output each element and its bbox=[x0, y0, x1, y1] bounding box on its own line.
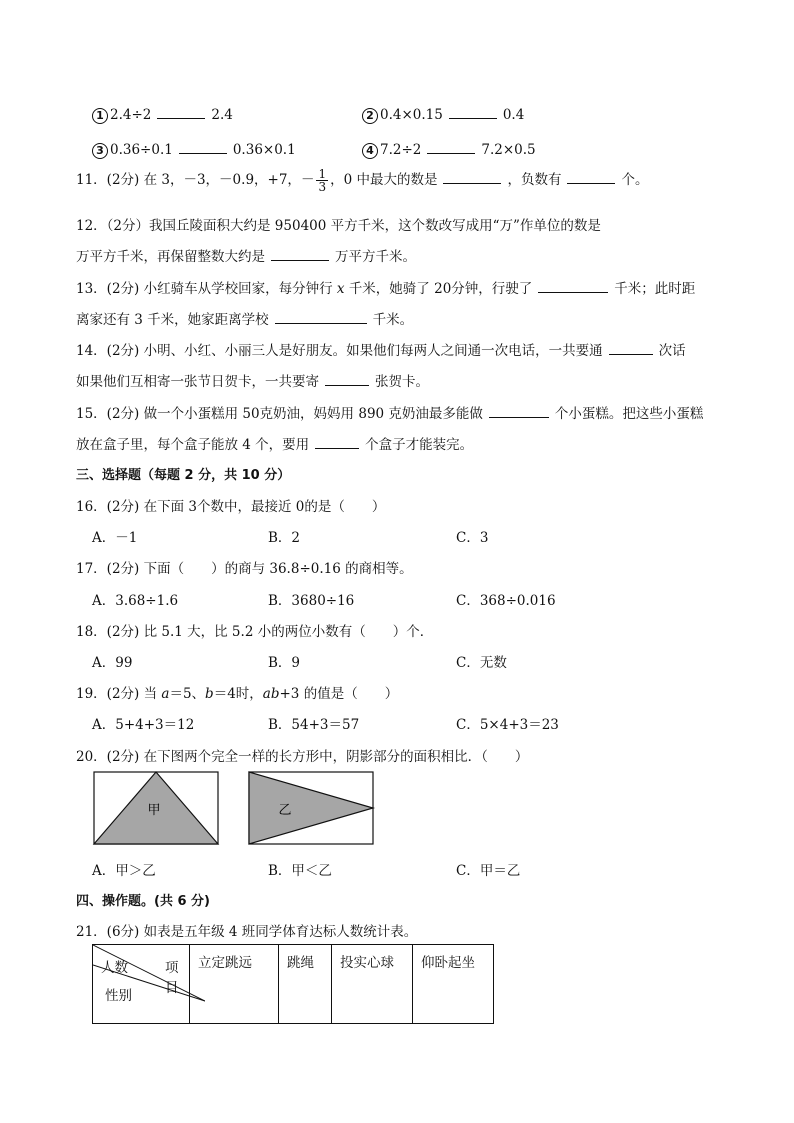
question-15-line-2: 放在盒子里，每个盒子能放 4 个，要用 个盒子才能装完。 bbox=[76, 433, 473, 453]
option-b[interactable]: B．9 bbox=[268, 655, 301, 671]
option-b[interactable]: B．3680÷16 bbox=[268, 593, 355, 609]
question-19-stem: 19．(2分) 当 a＝5、b＝4时，ab+3 的值是（ ） bbox=[76, 686, 399, 702]
question-12-line-1: 12．（2分）我国丘陵面积大约是 950400 平方千米，这个数改写成用“万”作单位的数是 bbox=[76, 218, 601, 234]
answer-blank[interactable] bbox=[538, 278, 608, 293]
answer-blank[interactable] bbox=[157, 104, 205, 119]
answer-blank[interactable] bbox=[179, 139, 227, 154]
question-21-stem: 21．(6分) 如表是五年级 4 班同学体育达标人数统计表。 bbox=[76, 924, 418, 940]
rectangle-figure-yi bbox=[247, 770, 377, 846]
option-c[interactable]: C．368÷0.016 bbox=[456, 593, 556, 609]
rectangle-figure-jia bbox=[92, 770, 222, 846]
answer-blank[interactable] bbox=[449, 104, 497, 119]
answer-blank[interactable] bbox=[275, 309, 367, 324]
section-heading: 四、操作题。(共 6 分) bbox=[76, 894, 210, 909]
figure-label-jia: 甲 bbox=[147, 803, 161, 818]
q10-part-4-left: 7.2÷2 bbox=[380, 142, 422, 158]
answer-blank[interactable] bbox=[567, 169, 615, 184]
answer-blank[interactable] bbox=[325, 371, 369, 386]
option-c[interactable]: C．无数 bbox=[456, 655, 507, 671]
section-heading: 三、选择题（每题 2 分，共 10 分） bbox=[76, 468, 291, 483]
question-17-stem: 17．(2分) 下面（ ）的商与 36.8÷0.16 的商相等。 bbox=[76, 561, 413, 577]
option-a[interactable]: A．－1 bbox=[92, 530, 138, 546]
option-b[interactable]: B．2 bbox=[268, 530, 301, 546]
question-16-stem: 16．(2分) 在下面 3个数中，最接近 0的是（ ） bbox=[76, 499, 386, 515]
option-b[interactable]: B．甲＜乙 bbox=[268, 863, 332, 879]
circled-number: 1 bbox=[92, 108, 108, 124]
option-a[interactable]: A．99 bbox=[92, 655, 133, 671]
answer-blank[interactable] bbox=[427, 139, 475, 154]
q10-part-2-right: 0.4 bbox=[502, 107, 525, 123]
corner-label-count: 人数 bbox=[101, 960, 128, 976]
circled-number: 3 bbox=[92, 143, 108, 159]
table-header-cell: 跳绳 bbox=[279, 945, 332, 1024]
option-c[interactable]: C．5×4+3＝23 bbox=[456, 717, 559, 733]
q10-part-1 bbox=[92, 104, 233, 124]
question-11: 11．(2分) 在 3，－3，－0.9，+7，－ $\frac{1}{3}$ ，0 中最大的数是 ，负数有 个。 bbox=[76, 167, 649, 194]
answer-blank[interactable] bbox=[271, 246, 329, 261]
table-header-cell: 投实心球 bbox=[332, 945, 413, 1024]
option-a[interactable]: A．5+4+3＝12 bbox=[92, 717, 195, 733]
table-header-cell: 仰卧起坐 bbox=[413, 945, 494, 1024]
q10-part-1-right: 2.4 bbox=[211, 107, 233, 123]
question-20-stem: 20．(2分) 在下图两个完全一样的长方形中，阴影部分的面积相比．（ ） bbox=[76, 749, 529, 765]
figure-label-yi: 乙 bbox=[278, 803, 292, 818]
q10-part-3 bbox=[92, 139, 296, 159]
q10-part-4-right: 7.2×0.5 bbox=[481, 142, 536, 158]
question-13-line-1: 13．(2分) 小红骑车从学校回家，每分钟行 x 千米，她骑了 20分钟，行驶了 千米；此时距 bbox=[76, 277, 695, 297]
corner-label-gender: 性别 bbox=[105, 988, 132, 1004]
question-18-stem: 18．(2分) 比 5.1 大，比 5.2 小的两位小数有（ ）个． bbox=[76, 624, 434, 640]
option-b[interactable]: B．54+3＝57 bbox=[268, 717, 360, 733]
question-14-line-2: 如果他们互相寄一张节日贺卡，一共要寄 张贺卡。 bbox=[76, 370, 429, 390]
option-c[interactable]: C．甲＝乙 bbox=[456, 863, 521, 879]
answer-blank[interactable] bbox=[443, 169, 501, 184]
table-header-row bbox=[93, 945, 494, 1024]
fraction: $\frac{1}{3}$ bbox=[318, 167, 327, 194]
q10-part-4 bbox=[362, 139, 536, 159]
question-13-line-2: 离家还有 3 千米，她家距离学校 千米。 bbox=[76, 308, 413, 328]
question-12-line-2: 万平方千米，再保留整数大约是 万平方千米。 bbox=[76, 245, 416, 265]
answer-blank[interactable] bbox=[315, 434, 359, 449]
circled-number: 2 bbox=[362, 108, 378, 124]
diagonal-corner-cell bbox=[93, 945, 190, 1024]
question-15-line-1: 15．(2分) 做一个小蛋糕用 50克奶油，妈妈用 890 克奶油最多能做 个小蛋糕。把这些小蛋糕 bbox=[76, 402, 703, 422]
q10-part-1-left: 2.4÷2 bbox=[110, 107, 152, 123]
q10-part-3-right: 0.36×0.1 bbox=[232, 142, 296, 158]
question-14-line-1: 14．(2分) 小明、小红、小丽三人是好朋友。如果他们每两人之间通一次电话，一共要通 次话 bbox=[76, 339, 686, 359]
answer-blank[interactable] bbox=[489, 403, 549, 418]
option-a[interactable]: A．3.68÷1.6 bbox=[92, 593, 179, 609]
q10-part-2-left: 0.4×0.15 bbox=[380, 107, 443, 123]
answer-blank[interactable] bbox=[609, 340, 653, 355]
table-header-cell: 立定跳远 bbox=[190, 945, 279, 1024]
option-c[interactable]: C．3 bbox=[456, 530, 489, 546]
q10-part-2 bbox=[362, 104, 524, 124]
q10-part-3-left: 0.36÷0.1 bbox=[110, 142, 173, 158]
corner-label-item: 项目 bbox=[165, 960, 179, 996]
statistics-table bbox=[92, 944, 494, 1024]
circled-number: 4 bbox=[362, 143, 378, 159]
option-a[interactable]: A．甲＞乙 bbox=[92, 863, 156, 879]
